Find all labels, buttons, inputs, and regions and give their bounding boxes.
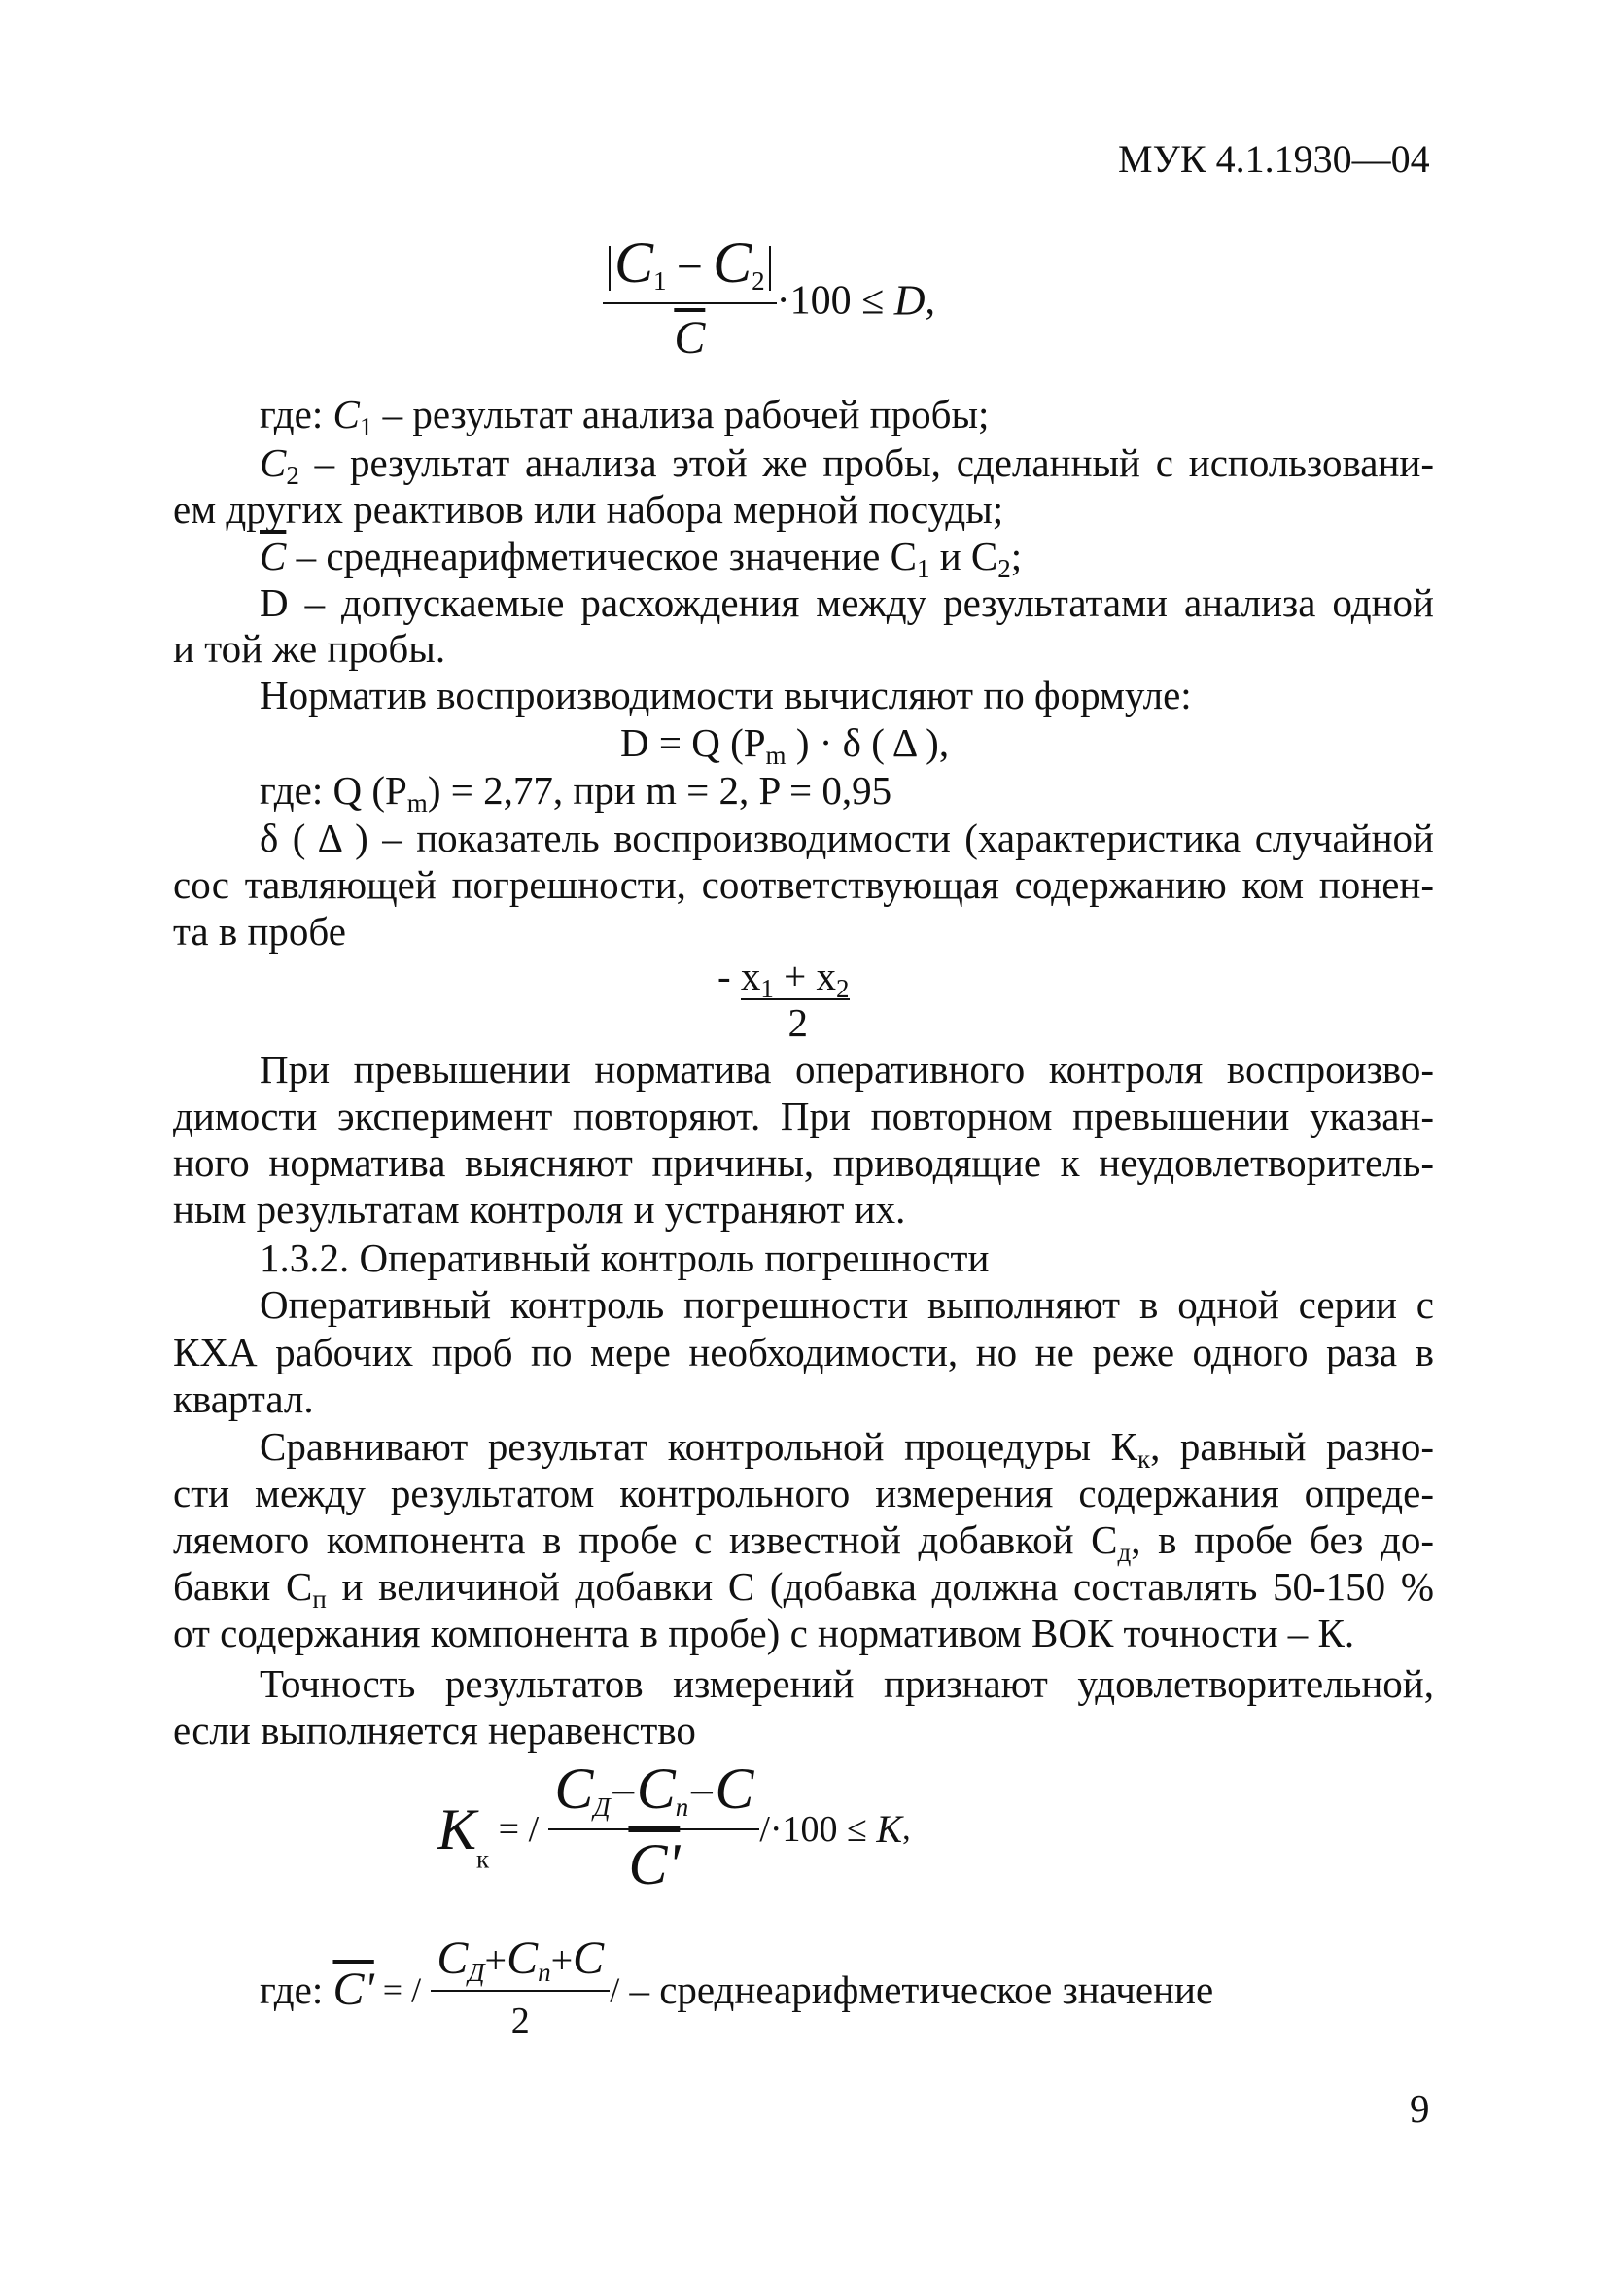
para-op-line2: КХА рабочих проб по мере необходимости, но не реже одного раза в	[173, 1330, 1434, 1374]
formula2-cd: C	[554, 1757, 594, 1821]
formula3-cd: C	[437, 1932, 469, 1984]
para-compare-l3-sub: д	[1117, 1538, 1132, 1567]
formula2-minus1: −	[610, 1767, 637, 1819]
formula1-c1: C	[614, 230, 654, 295]
formula3-slash: /	[610, 1970, 620, 2009]
defs-cbar-text-b: и С	[929, 534, 998, 578]
norm-formula	[620, 719, 950, 770]
formula3-plus2: +	[550, 1938, 574, 1982]
para-exceed-line4: ным результатам контроля и устраняют их.	[173, 1187, 906, 1232]
formula1-comma: ,	[925, 278, 935, 324]
norm-where-b: ) = 2,77, при m = 2, P = 0,95	[427, 768, 892, 813]
defs-cbar-text-a: – среднеарифметическое значение С	[286, 534, 917, 578]
formula1-minus: −	[676, 241, 703, 293]
defs-c2-sub: 2	[286, 461, 299, 490]
para-compare-l4-b: и величиной добавки С (добавка должна составлять 50-150 %	[326, 1564, 1435, 1609]
delta-line3: та в пробе	[173, 909, 346, 954]
para-exceed-line2: димости эксперимент повторяют. При повторном превышении указан-	[173, 1094, 1434, 1138]
formula1-abs-diff	[609, 230, 771, 296]
para-compare-l1-a: Сравнивают результат контрольной процедуры К	[260, 1424, 1137, 1469]
formula2-cd-sub: Д	[593, 1792, 611, 1822]
mean-formula	[717, 953, 850, 1046]
para-op-line3: квартал.	[173, 1376, 314, 1421]
formula1-c1-sub: 1	[653, 266, 667, 296]
formula3-where: где:	[260, 1967, 333, 2012]
norm-where-a: где: Q (P	[260, 768, 407, 813]
para-compare-line5: от содержания компонента в пробе) с нормативом ВОК точности – К.	[173, 1611, 1355, 1655]
formula2-den-c: C'	[628, 1832, 681, 1896]
formula2-k: K	[437, 1797, 477, 1861]
para-compare-l4-sub: п	[312, 1584, 327, 1614]
para-compare-l1-b: , равный разно-	[1150, 1424, 1434, 1469]
para-op-line1: Оперативный контроль погрешности выполняют в одной серии с	[260, 1282, 1434, 1327]
norm-where-sub: m	[406, 788, 428, 818]
mean-prefix: -	[717, 954, 741, 998]
def-c1	[260, 391, 990, 441]
def-c2-line2: ем других реактивов или набора мерной посуды;	[173, 487, 1004, 532]
formula3-cprime: C'	[332, 1964, 374, 2015]
para-exceed-line3: ного норматива выясняют причины, приводящие к неудовлетворитель-	[173, 1140, 1434, 1185]
formula3-tail: – среднеарифметическое значение	[619, 1967, 1214, 2012]
mean-denominator: 2	[787, 1000, 809, 1045]
norm-formula-a: D = Q (P	[620, 720, 766, 765]
formula-control-procedure	[437, 1755, 911, 1904]
defs-where: где:	[260, 392, 333, 436]
defs-c1-var: C	[332, 392, 360, 436]
formula2-kk: K	[876, 1807, 903, 1851]
para-compare-l3-b: , в пробе без до-	[1131, 1517, 1434, 1562]
defs-c2-line1-text: – результат анализа этой же пробы, сделанный с использовани-	[298, 440, 1434, 485]
formula2-cn-sub: п	[675, 1792, 689, 1822]
mean-sub2: 2	[836, 974, 850, 1003]
defs-c2-var: C	[260, 440, 287, 485]
para-compare-l4-a: бавки С	[173, 1564, 313, 1609]
formula3-cn-sub: п	[538, 1958, 551, 1987]
section-heading: 1.3.2. Оперативный контроль погрешности	[260, 1235, 990, 1280]
formula3-eq: = /	[373, 1970, 422, 2009]
def-d-line1: D – допускаемые расхождения между результатами анализа одной	[260, 580, 1434, 625]
formula-relative-difference	[603, 228, 935, 373]
defs-c1-sub: 1	[359, 412, 373, 441]
formula1-d: D	[893, 276, 926, 325]
mean-fraction	[717, 953, 850, 1046]
page-number: 9	[1410, 2086, 1430, 2131]
formula-mean-definition	[260, 1930, 1213, 2050]
norm-where	[260, 767, 892, 818]
formula1-c2-sub: 2	[752, 266, 765, 296]
para-accuracy-line2: если выполняется неравенство	[173, 1708, 696, 1753]
formula3-plus1: +	[484, 1938, 507, 1982]
formula2-fraction	[548, 1755, 759, 1904]
mean-sub1: 1	[760, 974, 774, 1003]
formula2-k-sub: к	[476, 1844, 490, 1874]
formula1-cbar: C	[674, 312, 706, 364]
delta-line1: δ ( Δ ) – показатель воспроизводимости (характеристика случайной	[260, 816, 1434, 860]
formula3-den: 2	[510, 2000, 530, 2041]
delta-line2: сос тавляющей погрешности, соответствующая содержанию ком понен-	[173, 862, 1434, 907]
formula2-comma: ,	[902, 1811, 911, 1847]
formula1-c2: C	[713, 230, 752, 295]
para-compare-line1	[260, 1423, 1434, 1474]
formula3-c: C	[573, 1932, 605, 1984]
defs-cbar-sub1: 1	[916, 554, 930, 583]
defs-cbar-var: $\overline{C}$	[260, 534, 287, 578]
formula3-fraction	[431, 1930, 610, 2050]
mean-x1: x	[740, 954, 761, 998]
formula2-tail: /·100 ≤	[759, 1809, 877, 1850]
para-compare-l3-a: ляемого компонента в пробе с известной добавкой С	[173, 1517, 1118, 1562]
para-exceed-line1: При превышении норматива оперативного контроля воспроизво-	[260, 1047, 1434, 1092]
defs-cbar-sub2: 2	[997, 554, 1011, 583]
formula3-cd-sub: Д	[468, 1958, 485, 1987]
def-cbar	[260, 533, 1023, 583]
mean-plus: + x	[773, 954, 837, 998]
norm-formula-b: ) · δ ( Δ ),	[786, 720, 950, 765]
formula2-eq: = /	[489, 1809, 540, 1850]
para-compare-line3	[173, 1516, 1434, 1567]
defs-cbar-text-c: ;	[1010, 534, 1023, 578]
formula1-fraction	[603, 228, 777, 373]
para-compare-line4	[173, 1563, 1435, 1614]
formula2-cn: C	[636, 1757, 676, 1821]
formula3-cn: C	[507, 1932, 539, 1984]
formula2-c: C	[715, 1757, 754, 1821]
formula2-minus2: −	[688, 1767, 716, 1819]
defs-c1-text: – результат анализа рабочей пробы;	[372, 392, 990, 436]
para-compare-l1-sub: к	[1136, 1444, 1151, 1474]
def-d-line2: и той же пробы.	[173, 626, 446, 671]
norm-intro: Норматив воспроизводимости вычисляют по формуле:	[260, 673, 1192, 717]
formula1-tail: ·100 ≤	[776, 278, 894, 324]
def-c2-line1	[260, 439, 1434, 490]
doc-code-header: МУК 4.1.1930—04	[1118, 137, 1430, 181]
para-compare-line2: сти между результатом контрольного измерения содержания опреде-	[173, 1471, 1434, 1515]
norm-formula-sub: m	[765, 741, 787, 770]
para-accuracy-line1: Точность результатов измерений признают удовлетворительной,	[260, 1661, 1434, 1706]
